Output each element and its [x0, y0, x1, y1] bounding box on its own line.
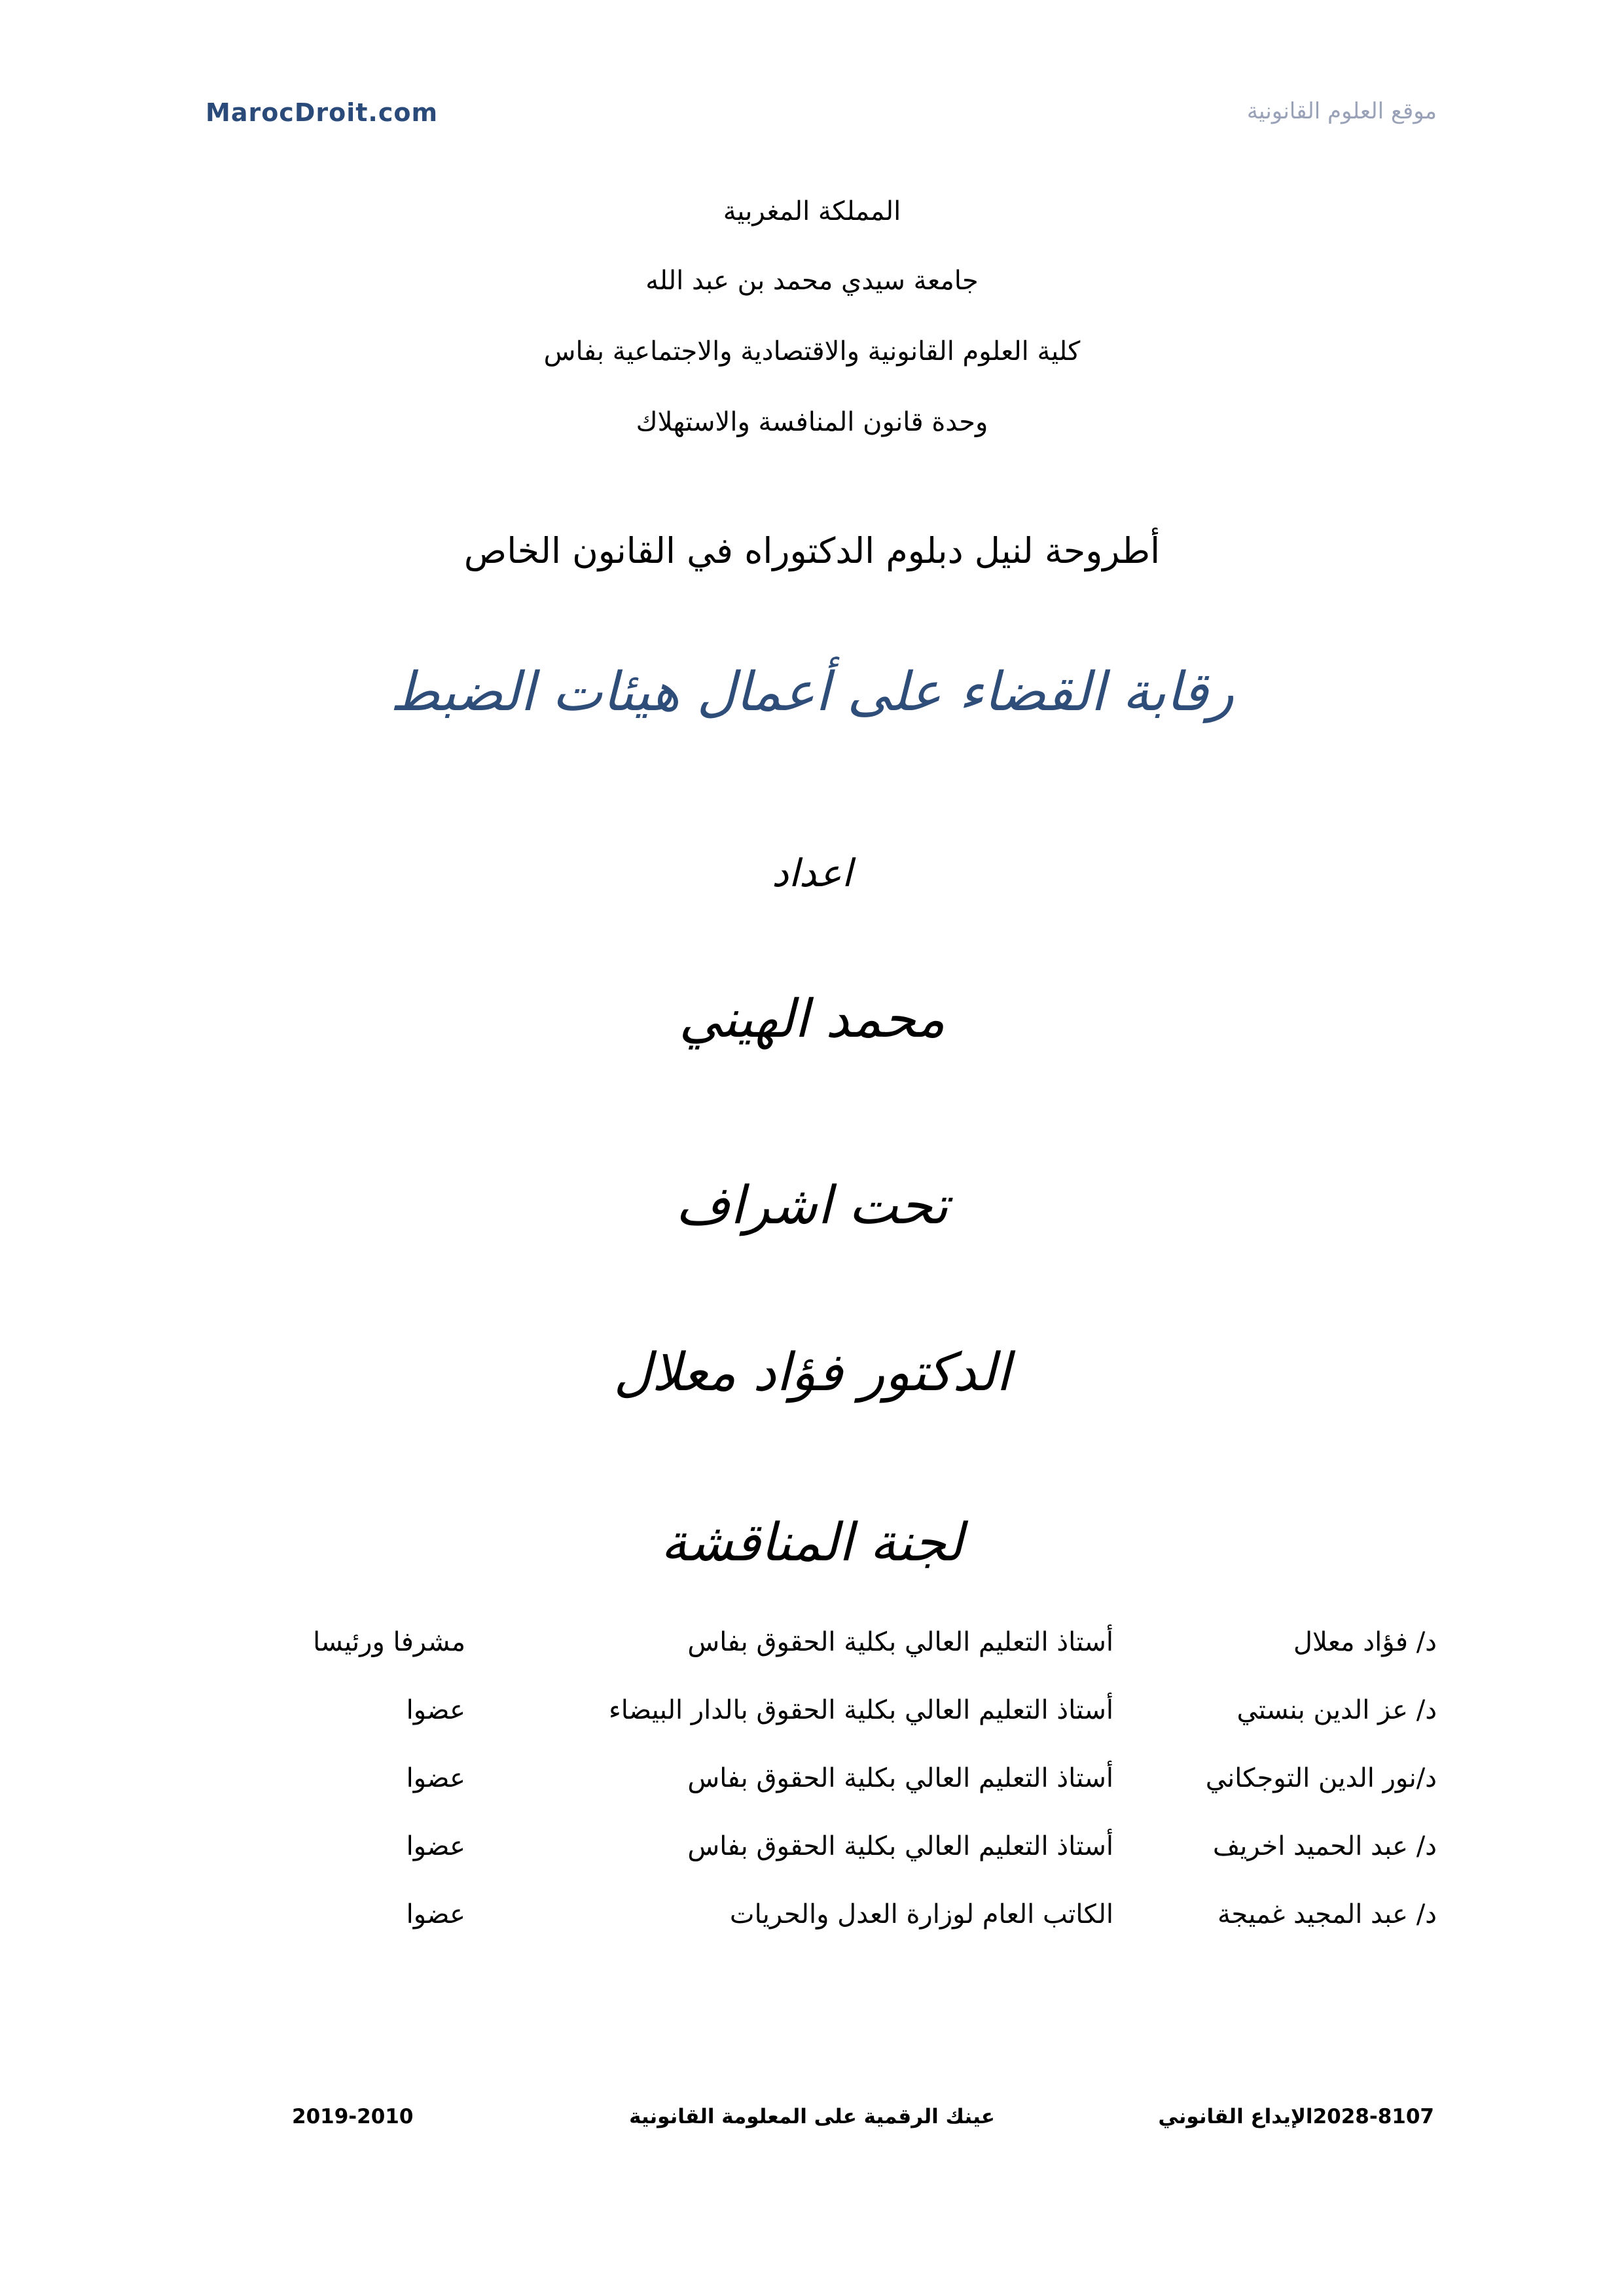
member-title: الكاتب العام لوزارة العدل والحريات	[729, 1899, 1113, 1929]
prepared-by-label: اعداد	[771, 851, 853, 895]
member-role: مشرفا ورئيسا	[313, 1627, 465, 1657]
member-title: أستاذ التعليم العالي بكلية الحقوق بفاس	[687, 1763, 1113, 1793]
footer-years: 2019-2010	[292, 2105, 414, 2128]
supervisor-name: الدكتور فؤاد معلال	[613, 1342, 1011, 1403]
kingdom-line: المملكة المغربية	[723, 196, 901, 226]
member-title: أستاذ التعليم العالي بكلية الحقوق بفاس	[687, 1627, 1113, 1657]
member-title: أستاذ التعليم العالي بكلية الحقوق بالدار البيضاء	[609, 1695, 1113, 1725]
unit-line: وحدة قانون المنافسة والاستهلاك	[636, 407, 988, 437]
author-name: محمد الهيني	[679, 988, 945, 1049]
university-line: جامعة سيدي محمد بن عبد الله	[645, 266, 979, 296]
site-logo: MarocDroit.com	[206, 98, 439, 127]
committee-member-row	[0, 1831, 1624, 1871]
faculty-line: كلية العلوم القانونية والاقتصادية والاجتماعية بفاس	[543, 336, 1081, 367]
member-name: د/ عز الدين بنستي	[1236, 1695, 1437, 1725]
thesis-title: رقابة القضاء على أعمال هيئات الضبط	[389, 661, 1235, 723]
member-role: عضوا	[406, 1831, 465, 1861]
legal-deposit: 2028-8107الإيداع القانوني	[1158, 2105, 1434, 2128]
footer-slogan: عينك الرقمية على المعلومة القانونية	[629, 2105, 995, 2128]
member-name: د/ عبد الحميد اخريف	[1212, 1831, 1437, 1861]
member-name: د/ فؤاد معلال	[1293, 1627, 1437, 1657]
member-role: عضوا	[406, 1695, 465, 1725]
committee-member-row	[0, 1627, 1624, 1666]
member-title: أستاذ التعليم العالي بكلية الحقوق بفاس	[687, 1831, 1113, 1861]
member-name: د/ عبد المجيد غميجة	[1217, 1899, 1437, 1929]
degree-line: أطروحة لنيل دبلوم الدكتوراه في القانون الخاص	[463, 530, 1161, 571]
member-role: عضوا	[406, 1899, 465, 1929]
site-tagline: موقع العلوم القانونية	[1246, 98, 1437, 124]
committee-heading: لجنة المناقشة	[660, 1512, 964, 1573]
committee-member-row	[0, 1695, 1624, 1734]
member-role: عضوا	[406, 1763, 465, 1793]
member-name: د/نور الدين التوجكاني	[1205, 1763, 1437, 1793]
committee-member-row	[0, 1899, 1624, 1939]
committee-member-row	[0, 1763, 1624, 1803]
supervision-label: تحت اشراف	[676, 1175, 948, 1236]
